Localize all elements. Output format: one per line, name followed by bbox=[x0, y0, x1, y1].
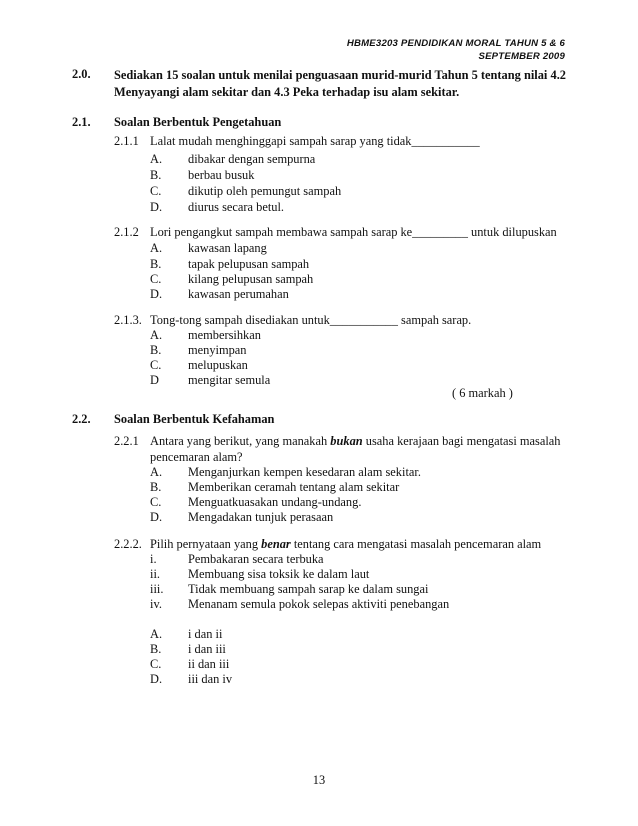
question-number: 2.1.2 bbox=[114, 225, 139, 239]
section-2-2-title: Soalan Berbentuk Kefahaman bbox=[114, 412, 275, 426]
option-text: berbau busuk bbox=[188, 168, 255, 182]
section-2-0-number: 2.0. bbox=[72, 67, 91, 81]
option-text: i dan ii bbox=[188, 627, 223, 641]
question-text bbox=[150, 537, 541, 552]
option-text: iii dan iv bbox=[188, 672, 233, 686]
option-text: dikutip oleh pemungut sampah bbox=[188, 184, 342, 198]
option-text: mengitar semula bbox=[188, 373, 271, 387]
statement-text: Membuang sisa toksik ke dalam laut bbox=[188, 567, 370, 581]
option-text: Menguatkuasakan undang-undang. bbox=[188, 495, 362, 509]
header-date: SEPTEMBER 2009 bbox=[478, 51, 565, 62]
option-label: C. bbox=[150, 272, 162, 286]
statement-label: i. bbox=[150, 552, 157, 566]
option-text: Menganjurkan kempen kesedaran alam sekitar. bbox=[188, 465, 421, 479]
question-emphasis: benar bbox=[261, 537, 291, 551]
option-label: A. bbox=[150, 627, 163, 641]
option-label: B. bbox=[150, 642, 162, 656]
option-label: D. bbox=[150, 510, 163, 524]
question-text: Tong-tong sampah disediakan untuk___________ sampah sarap. bbox=[150, 313, 472, 327]
question-text-end: usaha kerajaan bagi mengatasi masalah bbox=[362, 434, 561, 448]
statement-text: Pembakaran secara terbuka bbox=[188, 552, 324, 566]
option-label: A. bbox=[150, 241, 163, 255]
question-text-start: Pilih pernyataan yang bbox=[150, 537, 262, 551]
option-label: A. bbox=[150, 328, 163, 342]
question-text-line2: pencemaran alam? bbox=[150, 450, 243, 464]
option-label: B. bbox=[150, 168, 162, 182]
option-label: C. bbox=[150, 184, 162, 198]
option-label: D. bbox=[150, 287, 163, 301]
option-text: ii dan iii bbox=[188, 657, 230, 671]
question-text bbox=[150, 434, 561, 449]
section-2-2-number: 2.2. bbox=[72, 412, 91, 426]
question-text-end: tentang cara mengatasi masalah pencemaran alam bbox=[290, 537, 542, 551]
question-text: Lori pengangkut sampah membawa sampah sarap ke_________ untuk dilupuskan bbox=[150, 225, 557, 239]
option-text: i dan iii bbox=[188, 642, 226, 656]
option-label: C. bbox=[150, 657, 162, 671]
page-number: 13 bbox=[312, 773, 326, 787]
option-text: menyimpan bbox=[188, 343, 247, 357]
option-label: B. bbox=[150, 257, 162, 271]
option-text: Memberikan ceramah tentang alam sekitar bbox=[188, 480, 400, 494]
option-text: kawasan lapang bbox=[188, 241, 267, 255]
option-label: A. bbox=[150, 465, 163, 479]
option-label: D. bbox=[150, 672, 163, 686]
question-number: 2.2.2. bbox=[114, 537, 142, 551]
section-2-0-text: Sediakan 15 soalan untuk menilai penguasaan murid-murid Tahun 5 tentang nilai 4.2 Menyayangi alam sekitar dan 4.3 Peka terhadap isu alam sekitar. bbox=[114, 68, 566, 99]
option-text: membersihkan bbox=[188, 328, 261, 342]
question-emphasis: bukan bbox=[330, 434, 363, 448]
header-course: HBME3203 PENDIDIKAN MORAL TAHUN 5 & 6 bbox=[346, 38, 565, 49]
option-label: C. bbox=[150, 358, 162, 372]
option-label: D. bbox=[150, 200, 163, 214]
option-text: melupuskan bbox=[188, 358, 248, 372]
statement-text: Tidak membuang sampah sarap ke dalam sungai bbox=[188, 582, 429, 596]
section-2-1-number: 2.1. bbox=[72, 115, 91, 129]
option-label: D bbox=[150, 373, 159, 387]
statement-text: Menanam semula pokok selepas aktiviti penebangan bbox=[188, 597, 450, 611]
option-label: C. bbox=[150, 495, 162, 509]
statement-label: ii. bbox=[150, 567, 160, 581]
header bbox=[347, 37, 565, 63]
option-label: B. bbox=[150, 343, 162, 357]
question-text: Lalat mudah menghinggapi sampah sarap yang tidak___________ bbox=[150, 134, 480, 148]
option-text: tapak pelupusan sampah bbox=[188, 257, 310, 271]
option-text: Mengadakan tunjuk perasaan bbox=[188, 510, 334, 524]
question-text-start: Antara yang berikut, yang manakah bbox=[150, 434, 331, 448]
option-text: diurus secara betul. bbox=[188, 200, 284, 214]
option-text: kilang pelupusan sampah bbox=[188, 272, 314, 286]
option-text: kawasan perumahan bbox=[188, 287, 289, 301]
marks-label: ( 6 markah ) bbox=[452, 386, 513, 400]
statement-label: iii. bbox=[150, 582, 164, 596]
option-label: B. bbox=[150, 480, 162, 494]
option-label: A. bbox=[150, 152, 163, 166]
question-number: 2.1.1 bbox=[114, 134, 139, 148]
question-number: 2.2.1 bbox=[114, 434, 139, 448]
option-text: dibakar dengan sempurna bbox=[188, 152, 316, 166]
question-number: 2.1.3. bbox=[114, 313, 142, 327]
section-2-1-title: Soalan Berbentuk Pengetahuan bbox=[114, 115, 282, 129]
statement-label: iv. bbox=[150, 597, 162, 611]
